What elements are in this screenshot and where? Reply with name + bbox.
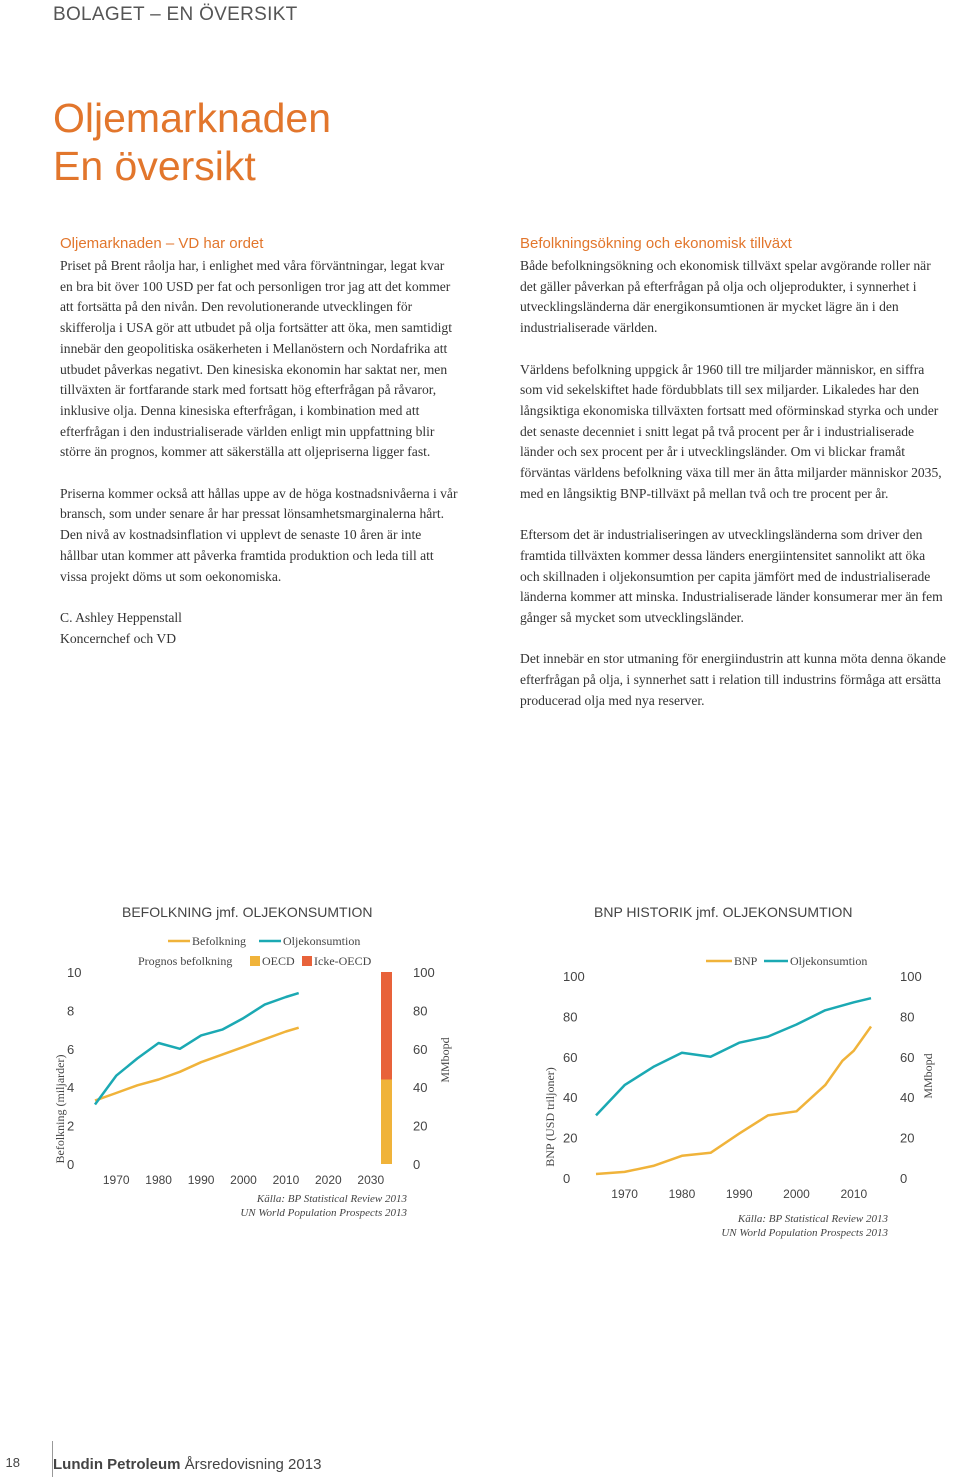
population-vs-oil-chart (0, 895, 480, 1225)
y-tick-right: 40 (413, 1080, 428, 1096)
legend-oecd-label: OECD (262, 954, 295, 968)
company-name: Lundin Petroleum (53, 1456, 181, 1473)
series-line-gdp (596, 1027, 871, 1175)
x-tick-label: 2020 (315, 1173, 342, 1187)
y-tick-left: 0 (67, 1157, 75, 1172)
bar-oecd (381, 1080, 392, 1164)
y-tick-left: 2 (67, 1118, 75, 1134)
right-paragraph-3: Eftersom det är industrialiseringen av utvecklingsländerna som driver den framtida tillväxten kommer dessa länders energiintensitet sannolikt att öka och skillnaden i oljekonsumtion per capita jämfört med de industrialiserade länderna kommer att minska. Industrialiserade länder konsumerar mer än fem gånger så mycket som utvecklingsländer. (520, 527, 943, 625)
y-tick-right: 80 (413, 1003, 428, 1019)
legend-oil-label: Oljekonsumtion (790, 954, 868, 968)
chart-title: BEFOLKNING jmf. OLJEKONSUMTION (122, 904, 373, 920)
x-tick-label: 2010 (840, 1187, 868, 1201)
x-tick-label: 1980 (668, 1187, 696, 1201)
y-tick-right: 60 (413, 1041, 428, 1057)
x-tick-label: 1970 (611, 1187, 638, 1201)
x-tick-label: 1990 (725, 1187, 753, 1201)
legend-forecast-label: Prognos befolkning (138, 954, 233, 968)
legend-oecd-swatch (250, 956, 260, 966)
legend-nonoecd-swatch (302, 956, 312, 966)
legend-nonoecd-label: Icke-OECD (314, 954, 372, 968)
y-tick-right: 20 (900, 1130, 915, 1146)
chart-legend (706, 954, 867, 968)
chart-source-2: UN World Population Prospects 2013 (240, 1207, 407, 1219)
legend-pop-label: Befolkning (192, 934, 246, 948)
left-heading: Oljemarknaden – VD har ordet (60, 235, 264, 252)
y-tick-right: 60 (900, 1049, 915, 1065)
y-tick-left: 0 (563, 1171, 571, 1186)
x-tick-label: 1990 (187, 1173, 215, 1187)
legend-oil-label: Oljekonsumtion (283, 934, 361, 948)
right-paragraph-1: Både befolkningsökning och ekonomisk tillväxt spelar avgörande roller när det gäller påverkan på efterfrågan på olja och oljeprodukter, i synnerhet i utvecklingsländerna där energikonsumtionen är mycket lägre än i den industrialiserade världen. (520, 258, 931, 336)
y-axis-label-right: MMbopd (921, 1053, 935, 1099)
x-tick-label: 2000 (230, 1173, 257, 1187)
y-tick-right: 20 (413, 1118, 428, 1134)
y-tick-left: 6 (67, 1041, 75, 1057)
chart-source: Källa: BP Statistical Review 2013 (256, 1193, 407, 1205)
x-tick-label: 2010 (272, 1173, 300, 1187)
left-paragraph-1: Priset på Brent råolja har, i enlighet med våra förväntningar, legat kvar en bra bit över 100 USD per fat och personligen tror jag att det kommer att fortsätta på den nivån. Den revolutionerande utvecklingen för skifferolja i USA gör att utbudet på olja fortsätter att öka, men samtidigt innebär den geopolitiska osäkerheten i Mellanöstern och Nordafrika att utbudet påverkas negativt. Den kinesiska ekonomin har saktat ner, men tillväxten är fortfarande stark med fortsatt hög efterfrågan på råvaror, inklusive olja. Denna kinesiska efterfrågan, i kombination med att efterfrågan i den industrialiserade världen enligt min uppfattning blir större än prognos, kommer att säkerställa att oljepriserna ligger fast. (60, 258, 452, 460)
left-paragraph-2: Priserna kommer också att hållas uppe av de höga kostnadsnivåerna i vår bransch, som under senare år har pressat lönsamhetsmarginalerna hårt. Den nivå av kostnadsinflation vi upplevt de senaste 10 åren är inte hållbar utan kommer att påverka framtida produktion och leda till att vissa projekt döms ut som oekonomiska. (60, 485, 458, 584)
footer (53, 1456, 321, 1473)
report-name: Årsredovisning 2013 (184, 1456, 322, 1473)
y-tick-left: 20 (563, 1130, 578, 1146)
right-column (520, 234, 948, 732)
y-axis-label-right: MMbopd (438, 1037, 452, 1083)
y-tick-left: 40 (563, 1090, 578, 1106)
page-title-line1: Oljemarknaden (53, 95, 332, 141)
y-tick-left: 100 (563, 969, 585, 984)
right-paragraph-4: Det innebär en stor utmaning för energiindustrin att kunna möta denna ökande efterfrågan på olja, i synnerhet satt i relation till industrins förmåga att ersätta producerad olja med nya reserver. (520, 651, 946, 708)
x-tick-label: 2000 (783, 1187, 810, 1201)
signature-name: C. Ashley Heppenstall (60, 609, 182, 625)
signature-title: Koncernchef och VD (60, 630, 177, 646)
y-tick-right: 0 (413, 1157, 421, 1172)
right-paragraph-2: Världens befolkning uppgick år 1960 till tre miljarder människor, en siffra som vid sekelskiftet hade fördubblats till sex miljarder. Likaledes har den långsiktiga ekonomiska tillväxten fortsatt med oförminskad styrka och under det senaste decenniet i snitt legat på två procent per år i industrialiserade länder och sex procent per år i utvecklingsländer. Om vi blickar framåt förväntas världens befolkning växa till mer än åtta miljarder människor 2035, med en långsiktig BNP-tillväxt på mellan två och tre procent per år. (520, 361, 942, 501)
y-tick-right: 100 (900, 969, 922, 984)
y-tick-left: 60 (563, 1049, 578, 1065)
chart-source: Källa: BP Statistical Review 2013 (737, 1213, 888, 1225)
page-number: 18 (5, 1455, 20, 1470)
y-tick-left: 80 (563, 1009, 578, 1025)
series-line-oil (95, 993, 299, 1104)
y-tick-right: 40 (900, 1090, 915, 1106)
chart-source-2: UN World Population Prospects 2013 (721, 1227, 888, 1239)
x-tick-label: 1970 (102, 1173, 130, 1187)
series-line-oil (596, 998, 871, 1115)
left-column (60, 234, 460, 649)
chart-title: BNP HISTORIK jmf. OLJEKONSUMTION (594, 904, 853, 920)
section-label: BOLAGET – EN ÖVERSIKT (53, 4, 298, 25)
y-tick-right: 80 (900, 1009, 915, 1025)
right-heading: Befolkningsökning och ekonomisk tillväxt (520, 235, 792, 252)
chart-legend (138, 934, 372, 968)
y-tick-left: 10 (67, 965, 82, 980)
page-title-line2: En översikt (53, 143, 256, 189)
y-tick-left: 8 (67, 1003, 75, 1019)
y-tick-left: 4 (67, 1080, 75, 1096)
y-axis-label-left: BNP (USD triljoner) (543, 1067, 557, 1167)
x-tick-label: 2030 (357, 1173, 385, 1187)
y-tick-right: 100 (413, 965, 435, 980)
y-tick-right: 0 (900, 1171, 908, 1186)
y-axis-label-left: Befolkning (miljarder) (53, 1054, 67, 1164)
bar-non-oecd (381, 972, 392, 1080)
gdp-vs-oil-chart (480, 895, 960, 1240)
legend-gdp-label: BNP (734, 954, 758, 968)
x-tick-label: 1980 (145, 1173, 172, 1187)
